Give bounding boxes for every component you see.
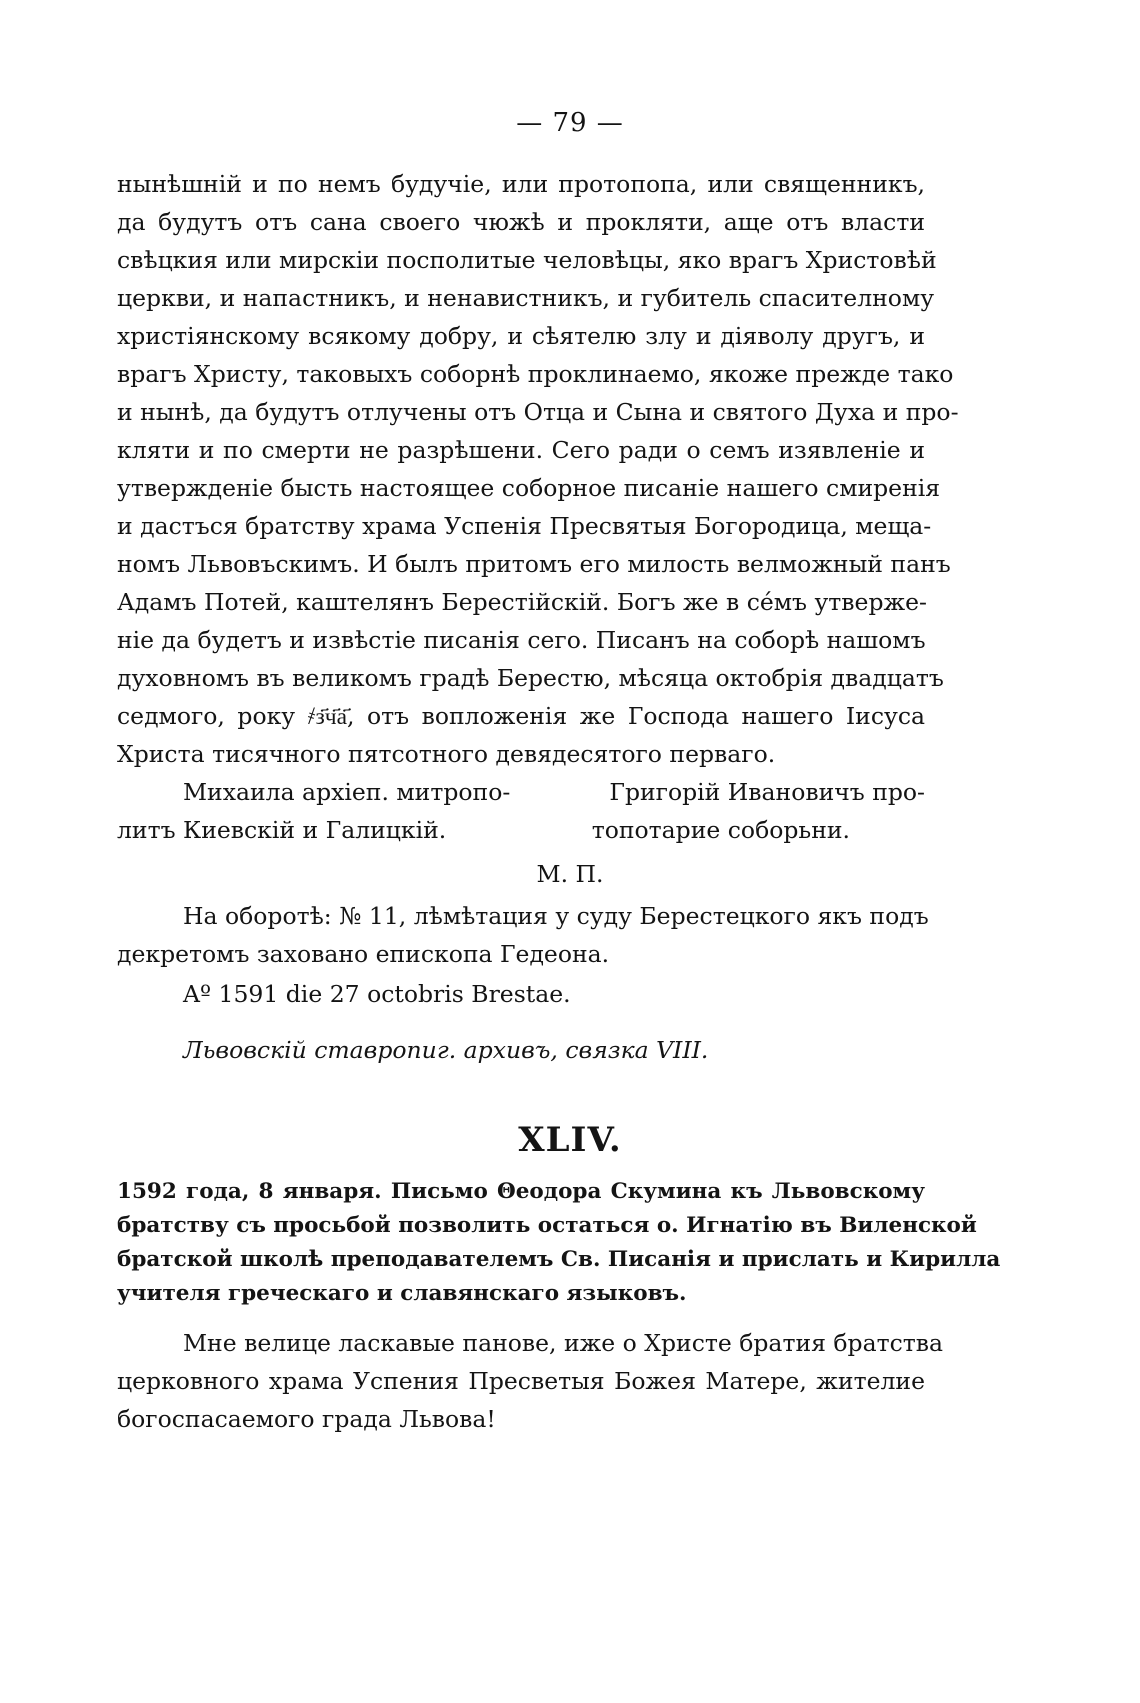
text-line: ніе да будетъ и извѣстіе писанія сего. Писанъ на соборѣ нашомъ	[117, 626, 926, 654]
text-line: Христа тисячного пятсотного девядесятого перваго.	[117, 740, 776, 768]
section-title: XLIV.	[518, 1120, 622, 1160]
text-line: и нынѣ, да будутъ отлучены отъ Отца и Сына и святого Духа и про-	[117, 398, 959, 426]
summary-line: 1592 года, 8 января. Письмо Θеодора Скумина къ Львовскому	[117, 1179, 925, 1204]
summary-line: братской школѣ преподавателемъ Св. Писанія и прислать и Кирилла	[117, 1247, 1001, 1272]
text-line: Адамъ Потей, каштелянъ Берестійскій. Богъ же в се́мъ утверже-	[117, 588, 927, 616]
text-line: седмого, року ҂з҃ч҃а҃, отъ вопложенія же Господа нашего Іисуса	[117, 702, 925, 730]
text-line: и дастъся братству храма Успенія Пресвятыя Богородица, меща-	[117, 512, 932, 540]
signature-right-line1: Григорій Ивановичъ про-	[609, 778, 925, 806]
signature-right-line2: топотарие соборьни.	[591, 816, 850, 844]
main-text-paragraph	[117, 165, 959, 773]
text-line: нынѣшній и по немъ будучіе, или протопопа, или священникъ,	[117, 170, 925, 198]
text-line: свѣцкия или мирскіи посполитые человѣцы, яко врагъ Христовѣй	[117, 246, 937, 274]
note-line: На оборотѣ: № 11, лѣмѣтация у суду Берестецкого якъ подъ	[183, 902, 929, 930]
text-line: врагъ Христу, таковыхъ соборнѣ проклинаемо, якоже прежде тако	[117, 360, 954, 388]
text-line: церкви, и напастникъ, и ненавистникъ, и губитель спасителному	[117, 284, 935, 312]
letter-opening	[117, 1324, 944, 1438]
text-line: кляти и по смерти не разрѣшени. Сего ради о семъ изявленіе и	[117, 436, 925, 464]
note-line: декретомъ заховано епископа Гедеона.	[117, 940, 610, 968]
seal-mark: М. П.	[536, 860, 604, 888]
text-line: да будутъ отъ сана своего чюжѣ и прокляти, аще отъ власти	[117, 208, 925, 236]
summary-line: братству съ просьбой позволить остаться о. Игнатію въ Виленской	[117, 1213, 977, 1238]
letter-line: богоспасаемого града Львова!	[117, 1405, 496, 1433]
page-number: — 79 —	[516, 108, 624, 138]
letter-line: церковного храма Успения Пресветыя Божея Матере, жителие	[117, 1367, 925, 1395]
latin-date-note: Aº 1591 die 27 octobris Brestae.	[183, 980, 571, 1008]
text-line: духовномъ въ великомъ градѣ Берестю, мѣсяца октобрія двадцатъ	[117, 664, 944, 692]
text-line: утвержденіе бысть настоящее соборное писаніе нашего смиренія	[117, 474, 941, 502]
signature-left-line1: Михаила архіеп. митропо-	[183, 778, 511, 806]
signature-left-line2: литъ Киевскій и Галицкій.	[117, 816, 447, 844]
archive-source: Львовскій ставропиг. архивъ, связка VIII.	[183, 1036, 709, 1064]
section-summary	[117, 1175, 1001, 1311]
summary-line: учителя греческаго и славянскаго языковъ.	[117, 1281, 687, 1306]
letter-line: Мне велице ласкавые панове, иже о Христе братия братства	[183, 1329, 944, 1357]
reverse-note	[117, 897, 929, 973]
text-line: христіянскому всякому добру, и сѣятелю злу и діяволу другъ, и	[117, 322, 925, 350]
text-line: номъ Львовъскимъ. И былъ притомъ его милость велможный панъ	[117, 550, 951, 578]
